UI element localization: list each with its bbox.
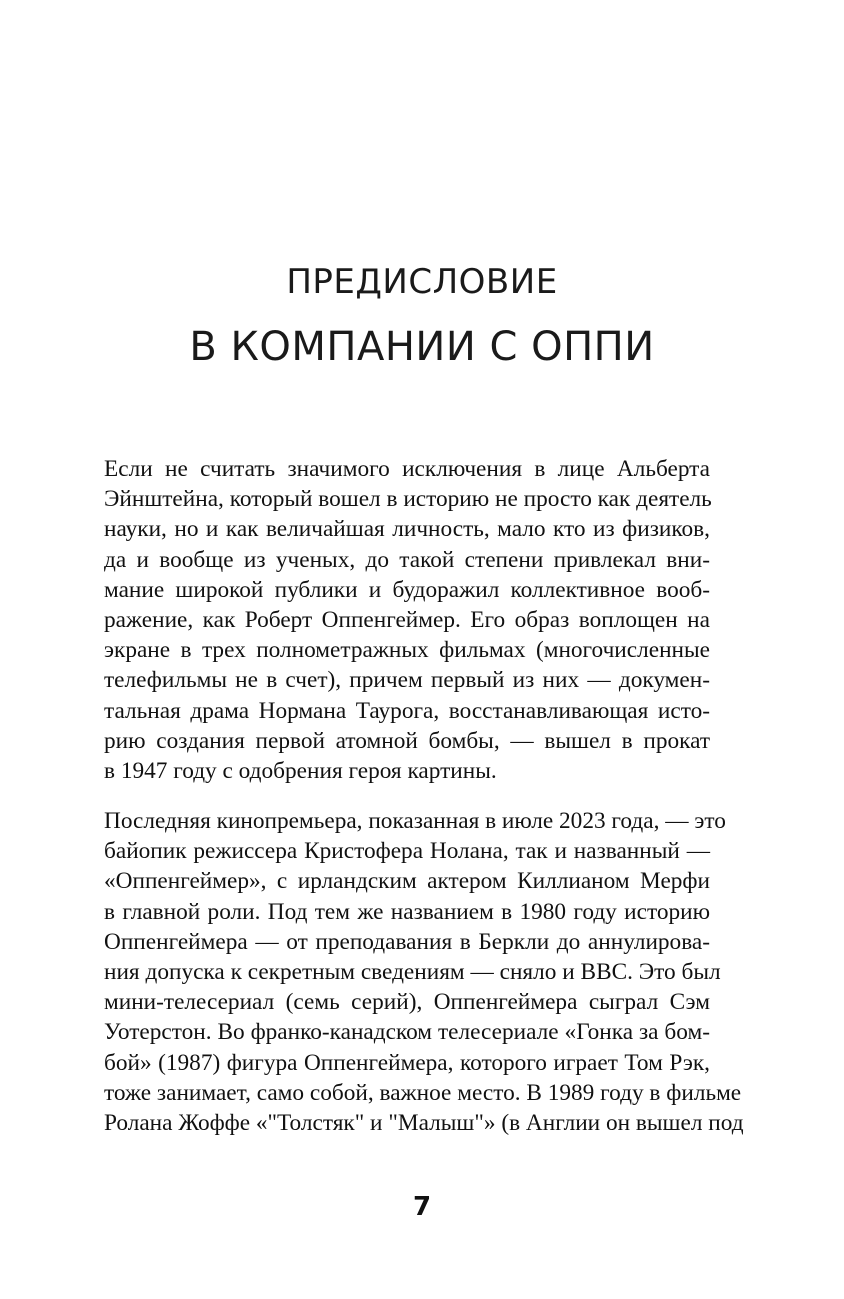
- text-line: байопик режиссера Кристофера Нолана, так и названный —: [104, 838, 710, 865]
- text-line: тальная драма Нормана Таурога, восстанавливающая исто-: [104, 697, 710, 724]
- text-line: Оппенгеймера — от преподавания в Беркли до аннулирова-: [104, 928, 710, 955]
- text-line: «Оппенгеймер», с ирландским актером Киллианом Мерфи: [104, 868, 710, 895]
- page-number: 7: [412, 1192, 432, 1222]
- paragraph-2: [104, 806, 744, 1138]
- chapter-title: В КОМПАНИИ С ОППИ: [189, 324, 655, 370]
- text-line: тоже занимает, само собой, важное место. В 1989 году в фильме: [104, 1079, 742, 1106]
- text-line: Эйнштейна, который вошел в историю не просто как деятель: [104, 486, 712, 513]
- text-line: ражение, как Роберт Оппенгеймер. Его образ воплощен на: [104, 606, 710, 633]
- text-line: мини-телесериал (семь серий), Оппенгеймера сыграл Сэм: [104, 989, 710, 1016]
- text-line: бой» (1987) фигура Оппенгеймера, которого играет Том Рэк,: [104, 1049, 710, 1076]
- text-line: рию создания первой атомной бомбы, — вышел в прокат: [104, 727, 710, 754]
- text-line: Если не считать значимого исключения в лице Альберта: [104, 456, 710, 482]
- text-line: Уотерстон. Во франко-канадском телесериале «Гонка за бом-: [104, 1019, 710, 1046]
- text-line: Ролана Жоффе «"Толстяк" и "Малыш"» (в Англии он вышел под: [104, 1109, 744, 1136]
- chapter-label: ПРЕДИСЛОВИЕ: [286, 262, 558, 302]
- text-line: науки, но и как величайшая личность, мало кто из физиков,: [104, 516, 710, 543]
- text-line: мание широкой публики и будоражил коллективное вооб-: [104, 576, 710, 603]
- text-line: в 1947 году с одобрения героя картины.: [104, 757, 497, 784]
- text-line: экране в трех полнометражных фильмах (многочисленные: [104, 637, 710, 664]
- text-line: телефильмы не в счет), причем первый из них — докумен-: [104, 667, 710, 694]
- text-line: в главной роли. Под тем же названием в 1980 году историю: [104, 898, 710, 925]
- text-line: ния допуска к секретным сведениям — сняло и BBC. Это был: [104, 958, 721, 985]
- paragraph-1: [104, 454, 710, 786]
- text-line: да и вообще из ученых, до такой степени привлекал вни-: [104, 546, 710, 573]
- text-line: Последняя кинопремьера, показанная в июле 2023 года, — это: [104, 808, 726, 834]
